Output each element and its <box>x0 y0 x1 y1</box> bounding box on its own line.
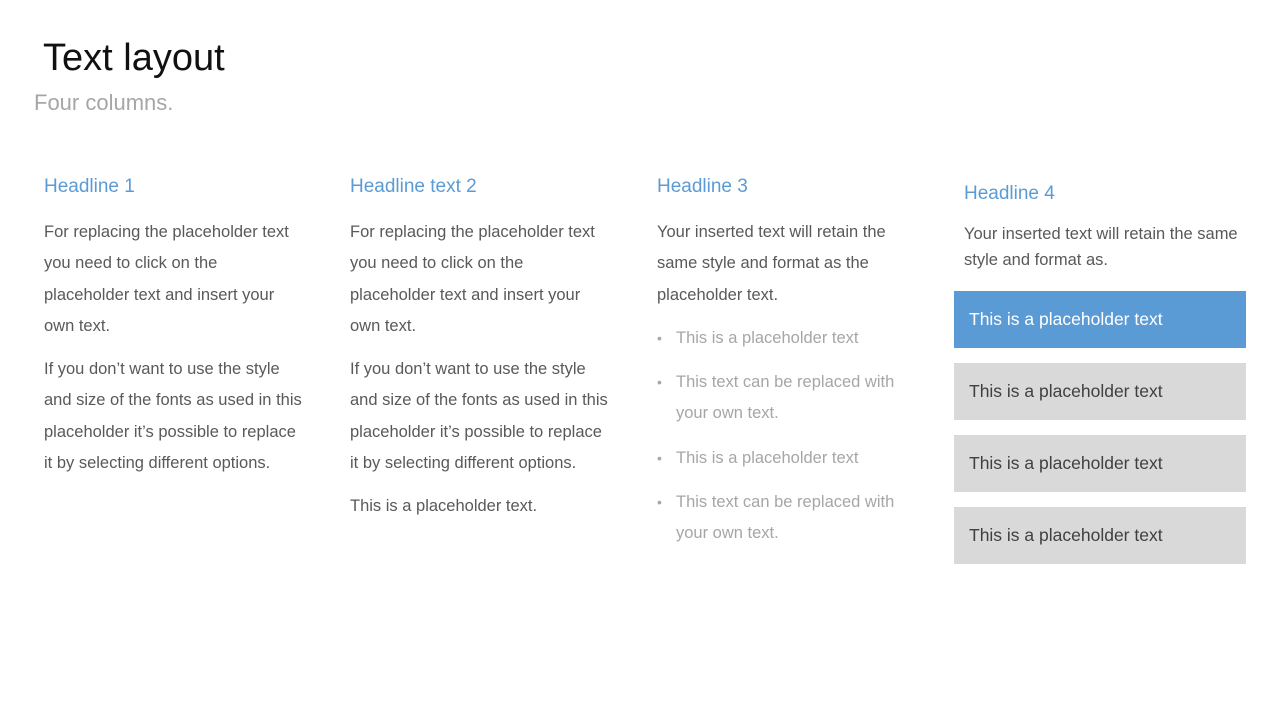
bullet-dot-icon: • <box>657 494 662 511</box>
bullet-item <box>657 487 919 550</box>
bullet-text: This text can be replaced with your own text. <box>676 493 895 543</box>
column-paragraph: Your inserted text will retain the same style and format as the placeholder text. <box>657 223 886 304</box>
column-paragraph: If you don’t want to use the style and size of the fonts as used in this placeholder it’s possible to replace it by selecting different options. <box>44 360 302 473</box>
column-paragraph: For replacing the placeholder text you need to click on the placeholder text and insert your own text. <box>44 223 289 335</box>
bullet-dot-icon: • <box>657 449 662 466</box>
bullet-dot-icon: • <box>657 329 662 346</box>
column-3 <box>657 172 919 563</box>
bullet-list <box>657 323 919 550</box>
bullet-item <box>657 443 919 474</box>
slide-title: Text layout <box>43 37 225 79</box>
placeholder-box-highlighted: This is a placeholder text <box>954 291 1246 348</box>
bullet-text: This is a placeholder text <box>676 328 859 347</box>
column-1 <box>44 172 306 491</box>
column-paragraph: This is a placeholder text. <box>350 497 538 516</box>
column-headline: Headline 3 <box>657 176 748 197</box>
bullet-text: This text can be replaced with your own text. <box>676 373 895 423</box>
column-headline: Headline 4 <box>964 183 1055 204</box>
placeholder-box: This is a placeholder text <box>954 363 1246 420</box>
bullet-dot-icon: • <box>657 374 662 391</box>
bullet-item <box>657 323 919 354</box>
column-headline: Headline text 2 <box>350 176 477 197</box>
column-paragraph: If you don’t want to use the style and size of the fonts as used in this placeholder it’s possible to replace it by selecting different options. <box>350 360 608 473</box>
column-4 <box>954 179 1246 579</box>
column-headline: Headline 1 <box>44 176 135 197</box>
column-paragraph: Your inserted text will retain the same style and format as. <box>964 225 1238 269</box>
bullet-item <box>657 367 919 430</box>
placeholder-box: This is a placeholder text <box>954 507 1246 564</box>
column-2 <box>350 172 612 535</box>
bullet-text: This is a placeholder text <box>676 448 859 467</box>
column-paragraph: For replacing the placeholder text you need to click on the placeholder text and insert your own text. <box>350 223 595 335</box>
placeholder-box: This is a placeholder text <box>954 435 1246 492</box>
slide-subtitle: Four columns. <box>34 90 174 115</box>
